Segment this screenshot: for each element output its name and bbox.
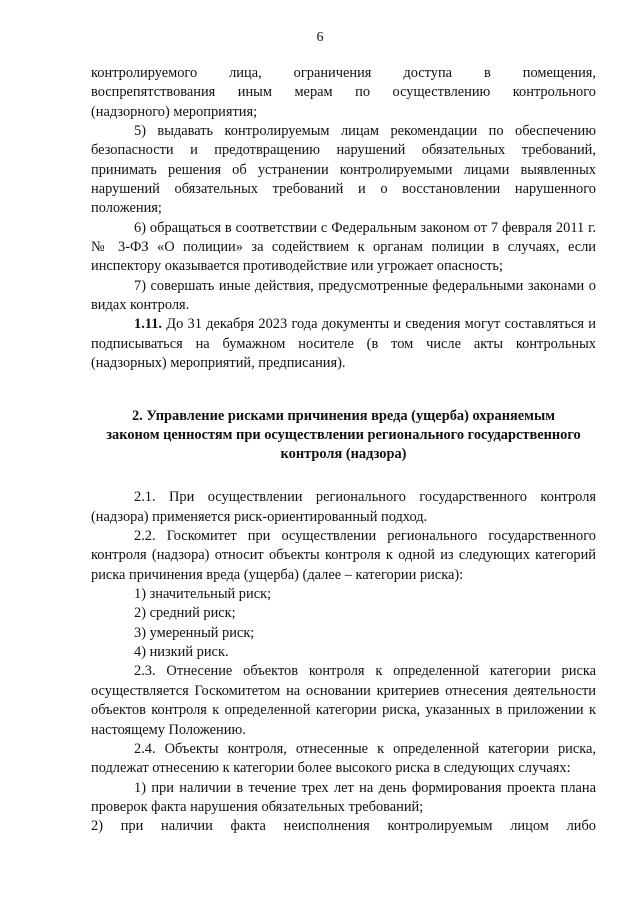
clause-number: 1.11.: [134, 316, 162, 333]
intro-line: (надзорного) мероприятия;: [91, 103, 258, 120]
spacer: [91, 374, 596, 393]
clause-1-11: [91, 315, 596, 373]
risk-category-item: 2) средний риск;: [134, 605, 236, 622]
paragraph-item-5: 5) выдавать контролируемым лицам рекомендации по обеспечению безопасности и предотвращению нарушений обязательных требований, принимать решения об устранении контролируемыми лицами выявленных нарушений обязательных требований и о восстановлении нарушенного положения;: [91, 123, 596, 217]
intro-line: воспрепятствования иным мерам по осуществлению контрольного: [91, 84, 596, 101]
risk-category-item: 4) низкий риск.: [134, 644, 229, 661]
clause-2-4: 2.4. Объекты контроля, отнесенные к определенной категории риска, подлежат отнесению к категории более высокого риска в следующих случаях:: [91, 740, 596, 777]
clause-2-3: 2.3. Отнесение объектов контроля к определенной категории риска осуществляется Госкомитетом на основании критериев отнесения деятельности объектов контроля к определенной категории риска, указанных в приложении к настоящему Положению.: [91, 663, 596, 738]
document-body: [91, 64, 596, 837]
last-line: 2) при наличии факта неисполнения контролируемым лицом либо: [91, 818, 596, 835]
intro-line: контролируемого лица, ограничения доступа в помещения,: [91, 65, 596, 81]
paragraph-item-7: 7) совершать иные действия, предусмотренные федеральными законами о видах контроля.: [91, 277, 596, 314]
spacer: [91, 464, 596, 488]
page-number: 6: [316, 30, 324, 45]
section-heading-line: контроля (надзора): [280, 446, 407, 463]
section-heading: [91, 407, 596, 465]
clause-text: До 31 декабря 2023 года документы и сведения могут составляться и подписываться на бумажном носителе (в том числе акты контрольных (надзорных) мероприятий, предписания).: [91, 316, 596, 372]
spacer: [91, 393, 596, 407]
case-item: [91, 817, 596, 836]
section-heading-line: 2. Управление рисками причинения вреда (ущерба) охраняемым: [131, 407, 556, 424]
clause-2-1: 2.1. При осуществлении регионального государственного контроля (надзора) применяется риск-ориентированный подход.: [91, 489, 596, 525]
intro-paragraph: [91, 64, 596, 122]
section-heading-line: законом ценностям при осуществлении регионального государственного: [106, 426, 581, 443]
paragraph-item-6: 6) обращаться в соответствии с Федеральным законом от 7 февраля 2011 г. № 3-ФЗ «О полиции» за содействием к органам полиции в случаях, если инспектору оказывается противодействие или угрожает опасность;: [91, 219, 596, 275]
risk-category-item: 3) умеренный риск;: [134, 624, 255, 641]
clause-2-2: 2.2. Госкомитет при осуществлении регионального государственного контроля (надзора) относит объекты контроля к одной из следующих категорий риска причинения вреда (ущерба) (далее – категории риска):: [91, 528, 596, 583]
risk-category-item: 1) значительный риск;: [134, 586, 272, 603]
case-item: 1) при наличии в течение трех лет на день формирования проекта плана проверок факта нарушения обязательных требований;: [91, 779, 596, 815]
